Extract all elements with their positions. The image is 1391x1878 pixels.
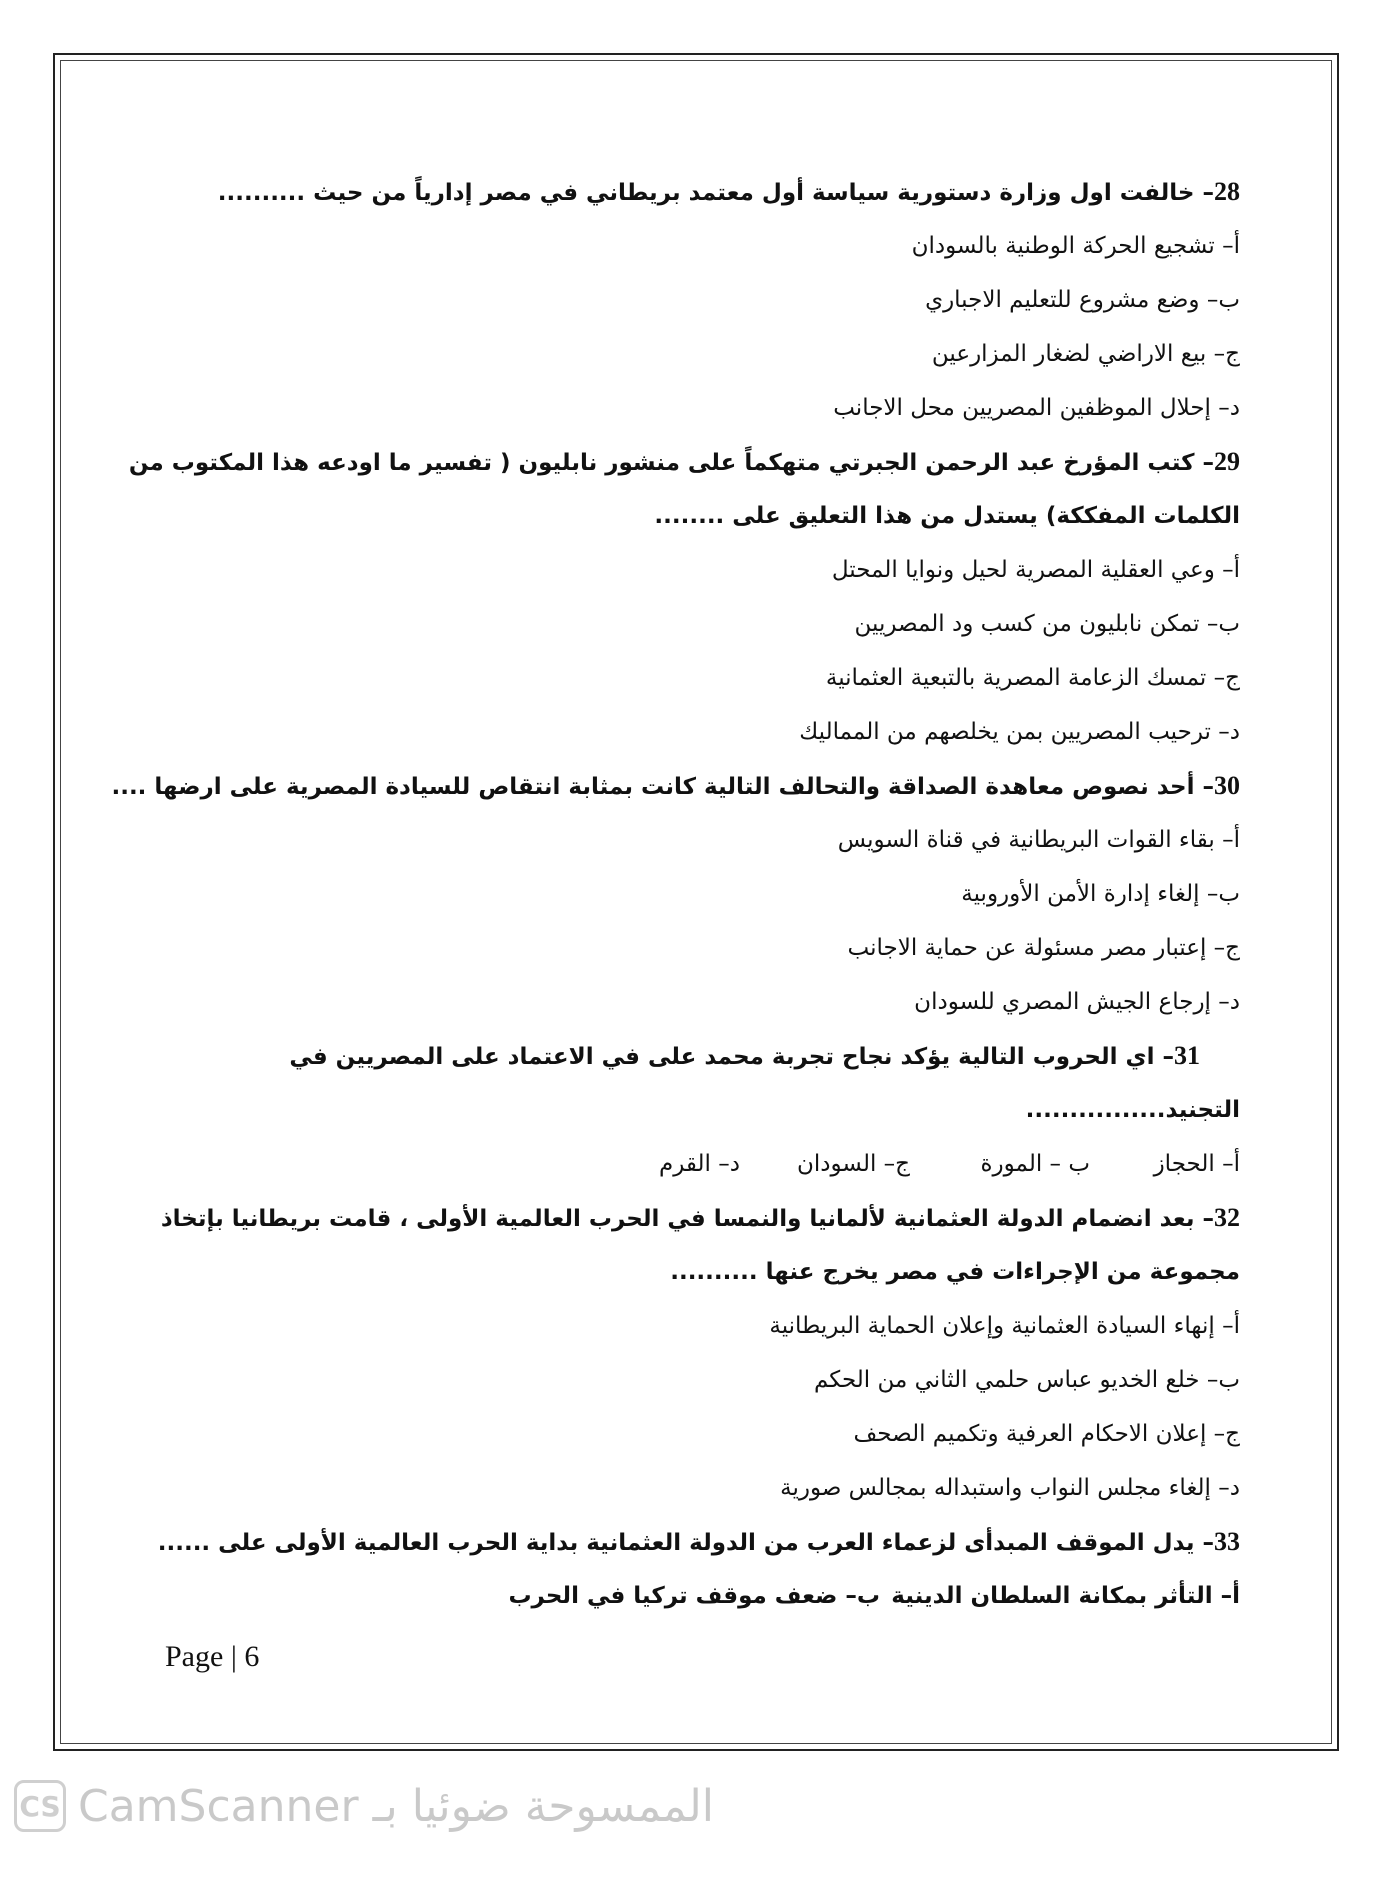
question-33: 33– يدل الموقف المبدأى لزعماء العرب من الدولة العثمانية بداية الحرب العالمية الأولى على ......	[157, 1527, 1240, 1556]
question-31-option-c: ج– السودان	[797, 1151, 910, 1177]
question-30-option-c: ج– إعتبار مصر مسئولة عن حماية الاجانب	[847, 935, 1240, 961]
question-28-option-b: ب– وضع مشروع للتعليم الاجباري	[925, 287, 1240, 313]
question-32-option-b: ب– خلع الخديو عباس حلمي الثاني من الحكم	[813, 1367, 1240, 1393]
question-32-option-c: ج– إعلان الاحكام العرفية وتكميم الصحف	[853, 1421, 1240, 1447]
question-33-options	[160, 1569, 1240, 1623]
question-32-option-a: أ– إنهاء السيادة العثمانية وإعلان الحماية البريطانية	[769, 1313, 1240, 1339]
question-32: 32– بعد انضمام الدولة العثمانية لألمانيا والنمسا في الحرب العالمية الأولى ، قامت بريطانيا بإتخاذ	[160, 1203, 1240, 1232]
page-number: Page | 6	[165, 1640, 260, 1673]
question-32-option-d: د– إلغاء مجلس النواب واستبداله بمجالس صورية	[780, 1475, 1240, 1501]
question-29-option-b: ب– تمكن نابليون من كسب ود المصريين	[854, 611, 1240, 637]
exam-content	[111, 165, 1240, 1623]
watermark-arabic-text: الممسوحة ضوئيا بـ	[372, 1780, 714, 1832]
question-29-option-d: د– ترحيب المصريين بمن يخلصهم من المماليك	[799, 719, 1240, 745]
question-31-continuation: التجنيد................	[1025, 1097, 1240, 1123]
question-28-option-c: ج– بيع الاراضي لضغار المزارعين	[931, 341, 1240, 367]
question-31-option-a: أ– الحجاز	[1153, 1151, 1240, 1177]
question-32-continuation: مجموعة من الإجراءات في مصر يخرج عنها ..........	[670, 1259, 1240, 1285]
watermark-brand: CamScanner	[78, 1780, 359, 1832]
camscanner-logo-icon: CS	[14, 1780, 66, 1832]
camscanner-watermark	[14, 1780, 714, 1832]
question-31: 31– اي الحروب التالية يؤكد نجاح تجربة محمد على في الاعتماد على المصريين في	[289, 1041, 1200, 1070]
question-30-option-b: ب– إلغاء إدارة الأمن الأوروبية	[961, 881, 1240, 907]
question-31-option-b: ب – المورة	[980, 1151, 1090, 1177]
question-29-option-a: أ– وعي العقلية المصرية لحيل ونوايا المحتل	[831, 557, 1240, 583]
question-28: 28– خالفت اول وزارة دستورية سياسة أول معتمد بريطاني في مصر إدارياً من حيث ..........	[217, 177, 1240, 206]
question-31-options	[160, 1137, 1240, 1191]
question-29-option-c: ج– تمسك الزعامة المصرية بالتبعية العثمانية	[825, 665, 1240, 691]
question-29-continuation: الكلمات المفككة) يستدل من هذا التعليق على ........	[654, 503, 1240, 529]
question-28-option-a: أ– تشجيع الحركة الوطنية بالسودان	[911, 233, 1240, 259]
question-30-option-a: أ– بقاء القوات البريطانية في قناة السويس	[837, 827, 1240, 853]
question-29: 29– كتب المؤرخ عبد الرحمن الجبرتي متهكماً على منشور نابليون ( تفسير ما اودعه هذا المكتوب من	[128, 447, 1240, 476]
question-33-option-b: ب– ضعف موقف تركيا في الحرب	[508, 1583, 880, 1609]
question-30-option-d: د– إرجاع الجيش المصري للسودان	[914, 989, 1240, 1015]
question-31-option-d: د– القرم	[658, 1151, 740, 1177]
question-28-option-d: د– إحلال الموظفين المصريين محل الاجانب	[833, 395, 1240, 421]
question-33-option-a: أ– التأثر بمكانة السلطان الدينية	[891, 1583, 1240, 1609]
question-30: 30– أحد نصوص معاهدة الصداقة والتحالف التالية كانت بمثابة انتقاص للسيادة المصرية على ارضها ....	[111, 771, 1240, 800]
